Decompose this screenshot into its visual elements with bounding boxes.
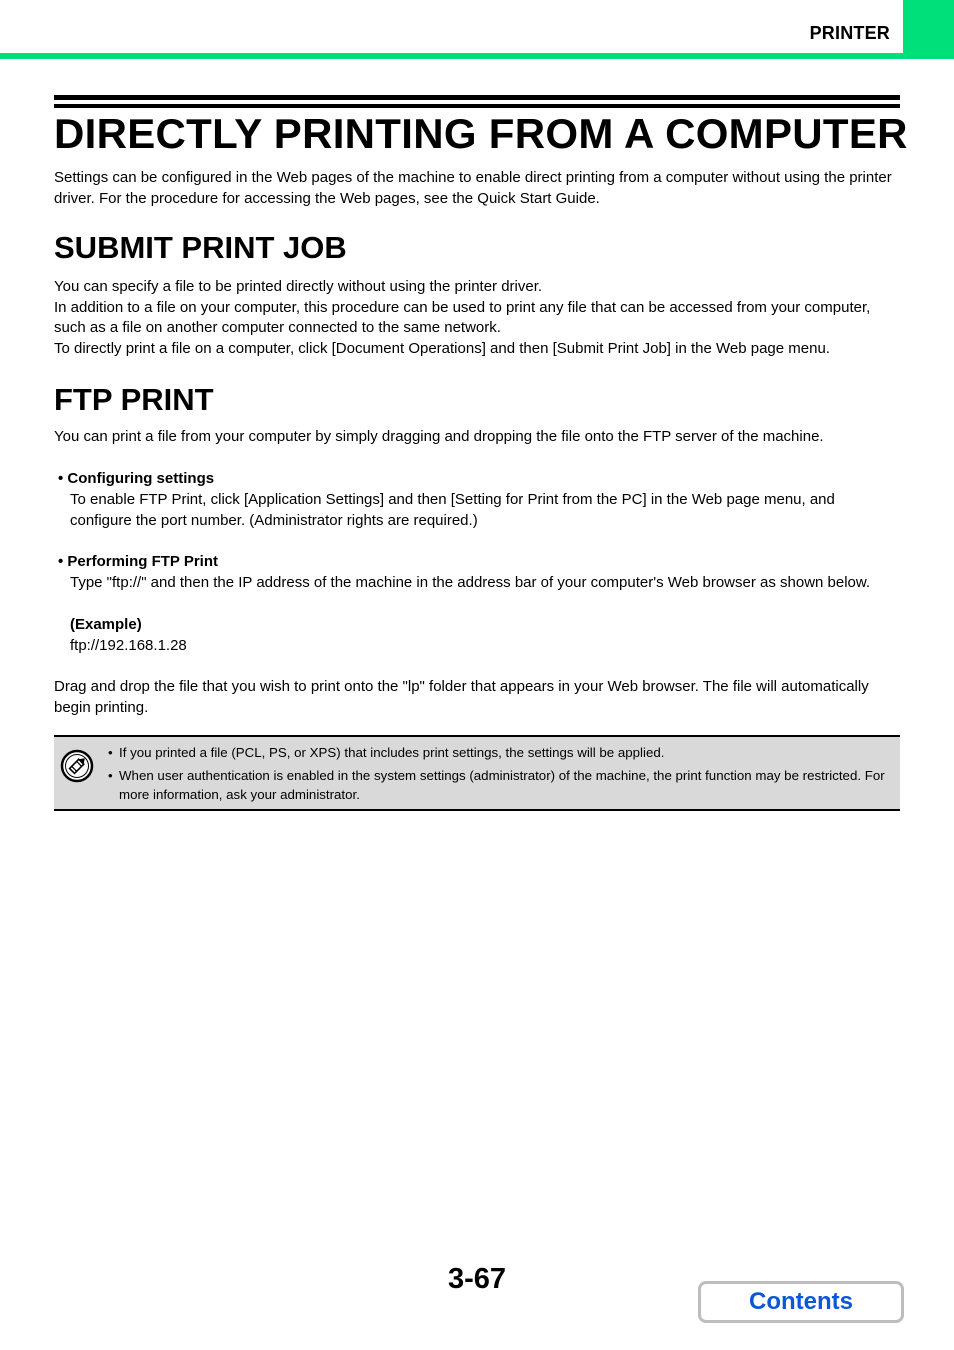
submit-line-3: To directly print a file on a computer, click [Document Operations] and then [Submit Print Job] in the Web page menu. — [54, 340, 830, 358]
note-box — [54, 735, 900, 811]
perform-ftp-body: Type "ftp://" and then the IP address of the machine in the address bar of your computer's Web browser as shown below. — [70, 574, 871, 591]
intro-paragraph: Settings can be configured in the Web pages of the machine to enable direct printing from a computer without using the printer driver. For the procedure for accessing the Web pages, see the Quick Start Guide. — [54, 169, 892, 207]
page-title: DIRECTLY PRINTING FROM A COMPUTER — [54, 110, 908, 157]
section-label: PRINTER — [809, 23, 890, 43]
note-item: • When user authentication is enabled in the system settings (administrator) of the machine, the print function may be restricted. For more information, ask your administrator. — [108, 766, 898, 805]
example-label: (Example) — [70, 616, 142, 633]
perform-ftp-title: • Performing FTP Print — [58, 553, 218, 570]
submit-line-2: In addition to a file on your computer, this procedure can be used to print any file that can be accessed from your computer, such as a file on another computer connected to the same network. — [54, 298, 871, 337]
submit-print-job-heading: SUBMIT PRINT JOB — [54, 230, 347, 265]
config-settings-title: • Configuring settings — [58, 470, 215, 487]
example-value: ftp://192.168.1.28 — [70, 637, 187, 654]
page-number: 3-67 — [447, 1263, 507, 1295]
ftp-print-heading: FTP PRINT — [54, 382, 214, 417]
contents-button[interactable]: Contents — [698, 1281, 904, 1323]
pencil-note-icon — [60, 749, 94, 783]
note-list — [108, 743, 898, 808]
submit-line-1: You can specify a file to be printed directly without using the printer driver. — [54, 278, 543, 295]
ftp-outro: Drag and drop the file that you wish to print onto the "lp" folder that appears in your Web browser. The file will automatically begin printing. — [54, 678, 869, 716]
note-item: • If you printed a file (PCL, PS, or XPS) that includes print settings, the settings will be applied. — [108, 743, 898, 763]
header-green-tab — [903, 0, 954, 59]
ftp-intro: You can print a file from your computer by simply dragging and dropping the file onto the FTP server of the machine. — [54, 428, 824, 445]
header-green-line — [0, 53, 954, 59]
title-rule-bottom — [54, 104, 900, 108]
config-settings-body: To enable FTP Print, click [Application Settings] and then [Setting for Print from the PC] in the Web page menu, and configure the port number. (Administrator rights are required.) — [70, 491, 835, 529]
title-rule-top — [54, 95, 900, 100]
